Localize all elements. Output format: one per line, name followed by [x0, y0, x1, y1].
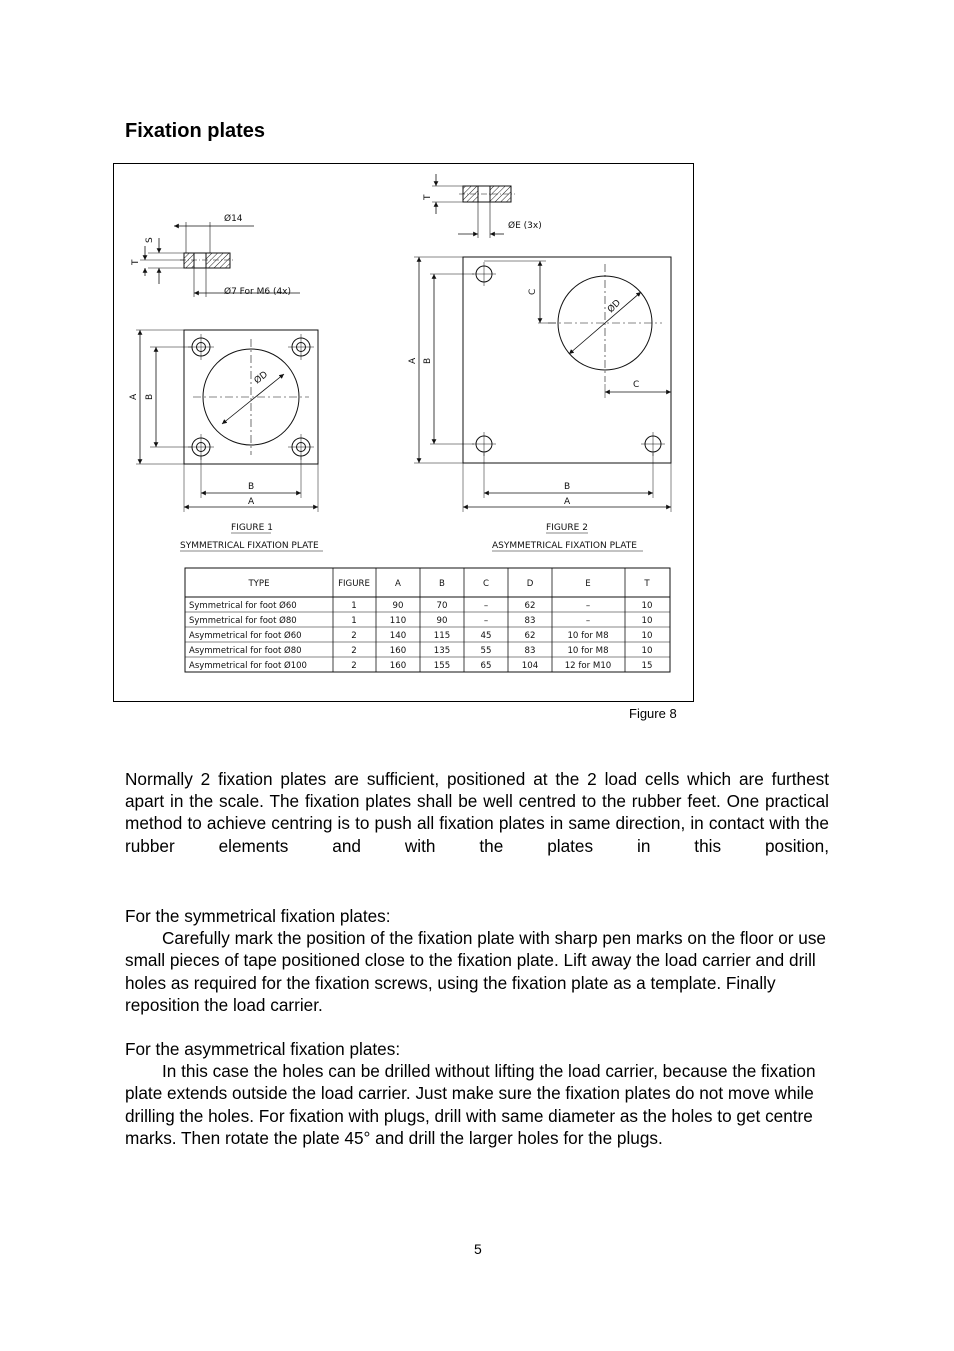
- table-header-a: A: [395, 579, 401, 589]
- fig1-subtitle: SYMMETRICAL FIXATION PLATE: [180, 541, 319, 551]
- svg-text:10: 10: [641, 616, 653, 626]
- svg-text:160: 160: [389, 646, 407, 656]
- symmetrical-text: Carefully mark the position of the fixation plate with sharp pen marks on the floor or use small pieces of tape positioned close to the fixation plate. Lift away the load carrier and drill holes as required for the fixation screws, using the fixation plate as a template. Finally reposition the load carrier.: [125, 928, 826, 1015]
- svg-text:–: –: [585, 616, 591, 626]
- fig2-dim-c-horizontal: C: [633, 380, 640, 390]
- svg-text:83: 83: [524, 646, 536, 656]
- table-header-b: B: [439, 579, 445, 589]
- fig2-dim-t: T: [423, 194, 433, 200]
- svg-text:62: 62: [524, 601, 536, 611]
- svg-text:62: 62: [524, 631, 536, 641]
- fig2-dia-label: ØD: [606, 298, 624, 316]
- svg-text:Symmetrical for foot Ø80: Symmetrical for foot Ø80: [189, 616, 297, 626]
- svg-text:55: 55: [480, 646, 492, 656]
- svg-text:10: 10: [641, 601, 653, 611]
- svg-text:Asymmetrical for foot Ø60: Asymmetrical for foot Ø60: [189, 631, 302, 641]
- fig1-dia-label: ØD: [252, 369, 270, 387]
- svg-text:104: 104: [521, 661, 539, 671]
- svg-text:Asymmetrical for foot Ø80: Asymmetrical for foot Ø80: [189, 646, 302, 656]
- svg-text:1: 1: [351, 601, 357, 611]
- table-row: [189, 645, 652, 656]
- svg-text:2: 2: [351, 631, 357, 641]
- table-header-d: D: [526, 579, 534, 589]
- fig2-hole-note: ØE (3x): [508, 221, 542, 231]
- svg-text:65: 65: [480, 661, 492, 671]
- svg-text:–: –: [483, 601, 489, 611]
- svg-text:135: 135: [433, 646, 451, 656]
- fig1-dim-s: S: [145, 237, 155, 243]
- svg-text:Symmetrical for foot Ø60: Symmetrical for foot Ø60: [189, 601, 297, 611]
- fig1-bottom-b: B: [248, 482, 255, 492]
- figure-caption: Figure 8: [629, 706, 677, 721]
- svg-text:10 for M8: 10 for M8: [567, 631, 609, 641]
- svg-text:115: 115: [433, 631, 451, 641]
- fig2-dim-a: A: [408, 357, 418, 364]
- svg-text:Asymmetrical for foot Ø100: Asymmetrical for foot Ø100: [189, 661, 307, 671]
- fig1-hole-note: Ø7 For M6 (4x): [224, 287, 292, 297]
- figure-2-asymmetrical: [414, 174, 671, 512]
- fig1-dim-b: B: [145, 393, 155, 400]
- svg-text:155: 155: [433, 661, 451, 671]
- svg-text:160: 160: [389, 661, 407, 671]
- fig1-dim-t: T: [131, 259, 141, 265]
- technical-drawing: [114, 164, 695, 703]
- table-header-figure: FIGURE: [338, 579, 370, 589]
- table-header-e: E: [585, 579, 591, 589]
- svg-text:140: 140: [389, 631, 407, 641]
- svg-text:1: 1: [351, 616, 357, 626]
- fig2-bottom-b: B: [564, 482, 571, 492]
- symmetrical-section: [125, 905, 829, 1016]
- svg-text:–: –: [483, 616, 489, 626]
- table-row: [189, 615, 652, 626]
- fig2-mounting-holes: [472, 262, 665, 456]
- asymmetrical-section: [125, 1038, 829, 1149]
- table-row: [189, 600, 652, 611]
- dimension-table: [185, 568, 670, 672]
- svg-text:45: 45: [480, 631, 492, 641]
- figure-8-drawing: [113, 163, 694, 702]
- svg-text:90: 90: [392, 601, 404, 611]
- table-row: [189, 630, 652, 641]
- fig2-bottom-a: A: [564, 497, 571, 507]
- fig1-dia-top: Ø14: [224, 214, 243, 224]
- intro-paragraph: Normally 2 fixation plates are sufficient, positioned at the 2 load cells which are furthest apart in the scale. The fixation plates shall be well centred to the rubber feet. One practical method to achieve centring is to push all fixation plates in same direction, in contact with the rubber elements and with the plates in this position,: [125, 769, 829, 856]
- figure-2-labels: [408, 194, 643, 551]
- fig2-subtitle: ASYMMETRICAL FIXATION PLATE: [492, 541, 637, 551]
- fig2-title: FIGURE 2: [546, 523, 588, 533]
- asymmetrical-label: For the asymmetrical fixation plates:: [125, 1039, 401, 1059]
- fig2-section-view: [432, 174, 515, 238]
- svg-text:110: 110: [389, 616, 407, 626]
- svg-text:70: 70: [436, 601, 448, 611]
- fig1-bottom-a: A: [248, 497, 255, 507]
- fig1-section-view: [140, 222, 300, 297]
- fig2-dim-b: B: [423, 357, 433, 364]
- svg-text:10: 10: [641, 646, 653, 656]
- svg-text:–: –: [585, 601, 591, 611]
- svg-text:90: 90: [436, 616, 448, 626]
- fig2-dim-c-vertical: C: [528, 288, 538, 295]
- fig1-title: FIGURE 1: [231, 523, 273, 533]
- asymmetrical-text: In this case the holes can be drilled without lifting the load carrier, because the fixation plate extends outside the load carrier. Just make sure the fixation plates do not move while drilling the holes. For fixation with plugs, drill with same diameter as the holes to get centre marks. Then rotate the plate 45° and drill the larger holes for the plugs.: [125, 1061, 816, 1148]
- fig2-plate: [463, 257, 671, 463]
- svg-text:83: 83: [524, 616, 536, 626]
- svg-text:12 for M10: 12 for M10: [564, 661, 612, 671]
- figure-1-symmetrical: [136, 222, 318, 512]
- page-number: 5: [474, 1241, 482, 1257]
- svg-text:2: 2: [351, 646, 357, 656]
- table-row: [189, 660, 652, 671]
- table-header-t: T: [644, 579, 650, 589]
- table-header-type: TYPE: [248, 579, 270, 589]
- svg-text:10 for M8: 10 for M8: [567, 646, 609, 656]
- svg-text:15: 15: [641, 661, 653, 671]
- symmetrical-label: For the symmetrical fixation plates:: [125, 906, 391, 926]
- fig1-dim-a: A: [129, 393, 139, 400]
- svg-text:2: 2: [351, 661, 357, 671]
- table-header-c: C: [482, 579, 490, 589]
- svg-text:10: 10: [641, 631, 653, 641]
- section-heading: Fixation plates: [125, 120, 266, 142]
